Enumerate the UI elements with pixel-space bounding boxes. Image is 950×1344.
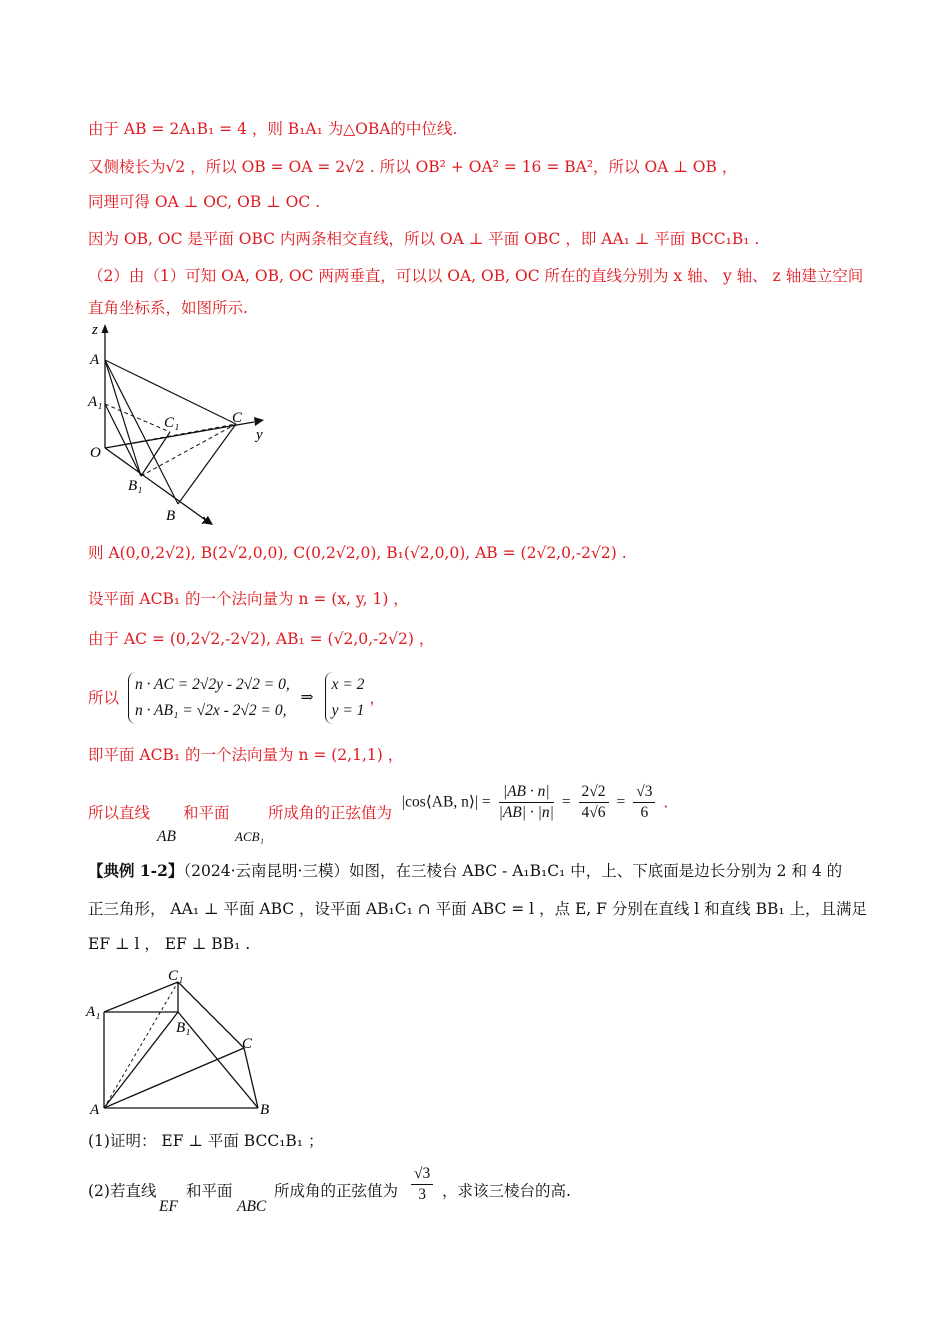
l12-eq-2: =: [616, 793, 626, 811]
edge-BC: [178, 424, 236, 504]
fig1-label-x: x: [202, 512, 209, 528]
fig1-label-O: O: [90, 445, 101, 461]
fig1-label-B: B: [166, 508, 176, 524]
solution-line-8: 设平面 ACB₁ 的一个法向量为 n = (x, y, 1) ，: [88, 590, 409, 608]
l12-math: [402, 782, 668, 823]
fraction-1: [499, 782, 554, 823]
fraction-2-num: 2√2: [579, 782, 609, 803]
edge-C1C: [178, 982, 244, 1048]
fig1-label-A: A: [90, 352, 100, 368]
fig1-label-y: y: [256, 427, 263, 443]
q2-fraction-num: √3: [411, 1164, 433, 1185]
q2-part-b: 和平面: [186, 1182, 233, 1200]
frustum-figure: [84, 962, 284, 1122]
fraction-2: [579, 782, 609, 823]
fig1-label-B1: B₁: [128, 478, 143, 494]
solution-line-5: （2）由（1）可知 OA, OB, OC 两两垂直，可以以 OA, OB, OC 所在的直线分别为 x 轴、 y 轴、 z 轴建立空间: [88, 267, 864, 285]
fig2-label-C1: C₁: [168, 968, 184, 984]
l12-end: .: [663, 793, 669, 812]
result-system: [325, 672, 365, 724]
fig1-label-z: z: [92, 322, 98, 338]
edge-A1C1: [104, 982, 178, 1012]
example-line-2: 正三角形， AA₁ ⊥ 平面 ABC ，设平面 AB₁C₁ ∩ 平面 ABC = l ，点 E, F 分别在直线 l 和直线 BB₁ 上，且满足: [88, 900, 868, 918]
q2-part-a: (2)若直线: [88, 1182, 157, 1200]
q2-fraction-den: 3: [418, 1186, 426, 1203]
l12-eq-1: =: [561, 793, 571, 811]
solution-line-11: 即平面 ACB₁ 的一个法向量为 n = (2,1,1) ，: [88, 746, 404, 764]
eq-1: n · AC = 2√2y - 2√2 = 0,: [134, 676, 290, 693]
l10-prefix: 所以: [88, 689, 120, 707]
edge-AB1: [104, 1012, 178, 1108]
l12-ab: AB: [157, 828, 176, 845]
l10-suffix: ，: [369, 689, 385, 707]
q2-abc: ABC: [237, 1198, 267, 1215]
edge-A1C1: [105, 404, 170, 432]
fig1-label-C1: C₁: [164, 415, 180, 431]
solution-line-7: 则 A(0,0,2√2), B(2√2,0,0), C(0,2√2,0), B₁(√2,0,0), AB = (2√2,0,-2√2) .: [88, 544, 627, 562]
y-axis-arrow: [254, 417, 264, 426]
fig2-label-B1: B₁: [176, 1020, 191, 1036]
l12-cos: |cos⟨AB, n⟩| =: [402, 793, 491, 811]
eq-2: n · AB₁ = √2x - 2√2 = 0,: [134, 702, 287, 719]
result-2: y = 1: [331, 702, 365, 719]
example-source: （2024·云南昆明·三模）: [183, 862, 349, 880]
fig2-label-C: C: [242, 1036, 253, 1052]
fig2-label-B: B: [260, 1102, 270, 1118]
question-1: (1)证明： EF ⊥ 平面 BCC₁B₁ ；: [88, 1132, 324, 1150]
fig1-label-C: C: [232, 410, 243, 426]
fraction-1-den: |AB| · |n|: [498, 804, 554, 821]
example-line-1: [88, 860, 842, 882]
solution-line-4: 因为 OB, OC 是平面 OBC 内两条相交直线，所以 OA ⊥ 平面 OBC ，即 AA₁ ⊥ 平面 BCC₁B₁ .: [88, 230, 760, 248]
fraction-3: [633, 782, 655, 823]
edge-AC: [104, 1048, 244, 1108]
q2-fraction-wrap: [408, 1164, 436, 1205]
solution-line-9: 由于 AC = (0,2√2,-2√2), AB₁ = (√2,0,-2√2) ，: [88, 630, 435, 648]
l12-text3: 所成角的正弦值为: [268, 804, 393, 822]
q2-fraction: [411, 1164, 433, 1205]
fraction-3-den: 6: [640, 804, 649, 821]
example-tag: 【典例 1-2】: [88, 861, 184, 880]
example-line-3: EF ⊥ l ， EF ⊥ BB₁ .: [88, 935, 251, 953]
fraction-2-den: 4√6: [581, 804, 606, 821]
l12-text1: 所以直线: [88, 804, 151, 822]
fig2-label-A: A: [90, 1102, 100, 1118]
z-axis-arrow: [102, 324, 109, 333]
q2-part-c: 所成角的正弦值为: [274, 1182, 399, 1200]
equation-system: [128, 672, 290, 724]
result-1: x = 2: [331, 676, 365, 693]
fraction-1-num: |AB · n|: [499, 782, 554, 803]
solution-line-1: 由于 AB = 2A₁B₁ = 4 ，则 B₁A₁ 为△OBA的中位线.: [88, 120, 458, 138]
fig2-label-A1: A₁: [86, 1004, 101, 1020]
implies-arrow: ⇒: [300, 689, 314, 706]
solution-line-2: 又侧棱长为√2 ，所以 OB = OA = 2√2 . 所以 OB² + OA² = 16 = BA²，所以 OA ⊥ OB ，: [88, 158, 738, 176]
coordinate-pyramid-figure: [84, 318, 284, 530]
solution-line-10: [88, 672, 385, 724]
solution-line-6: 直角坐标系，如图所示.: [88, 299, 248, 317]
edge-AC1: [104, 982, 178, 1108]
edge-B1C: [141, 424, 236, 476]
l12-acb1: ACB₁: [235, 829, 265, 844]
edge-AB1: [105, 360, 141, 476]
l12-text2: 和平面: [183, 804, 230, 822]
edge-A1B1: [105, 404, 141, 476]
q2-ef: EF: [159, 1198, 178, 1215]
fraction-3-num: √3: [633, 782, 655, 803]
fig1-label-A1: A₁: [88, 394, 103, 410]
q2-part-d: ，求该三棱台的高.: [442, 1182, 571, 1200]
solution-line-3: 同理可得 OA ⊥ OC, OB ⊥ OC .: [88, 193, 321, 211]
example-text-1: 如图，在三棱台 ABC - A₁B₁C₁ 中，上、下底面是边长分别为 2 和 4 的: [348, 862, 843, 880]
